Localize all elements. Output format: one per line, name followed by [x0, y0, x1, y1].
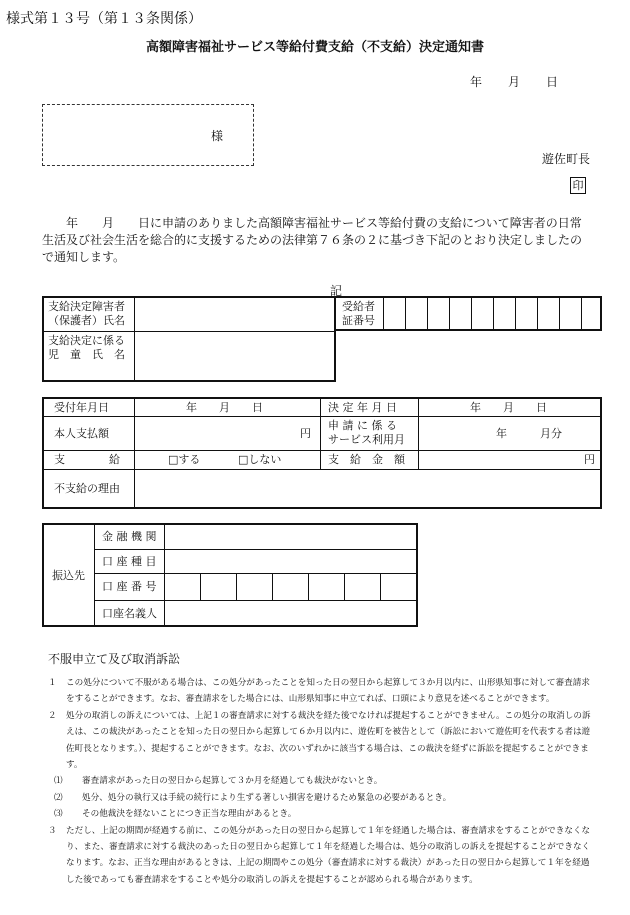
- divider: [42, 331, 336, 332]
- digit-divider: [380, 573, 381, 600]
- label-line: 証番号: [342, 314, 375, 327]
- decision-date-label: 決 定 年 月 日: [328, 401, 397, 414]
- seal-mark: 印: [570, 177, 586, 194]
- child-name-label: [48, 334, 125, 362]
- recipient-honorific: 様: [210, 129, 223, 143]
- date-month: 月: [507, 75, 520, 89]
- digit-divider: [272, 573, 273, 600]
- payment-yes-option[interactable]: □する: [168, 453, 201, 466]
- ki-marker: 記: [330, 284, 343, 298]
- label-line: 申 請 に 係 る: [328, 419, 397, 432]
- bank-transfer-table: [42, 523, 418, 627]
- digit-divider: [493, 296, 494, 331]
- digit-divider: [405, 296, 406, 331]
- divider: [94, 523, 95, 627]
- account-type-label: 口 座 種 目: [102, 555, 157, 568]
- self-payment-label: 本人支払額: [54, 427, 109, 440]
- note-text: この処分について不服がある場合は、この処分があったことを知った日の翌日から起算して３か月以内に、山形県知事に対して審査請求をすることができます。なお、審査請求をした場合には、山形県知事に申立てれば、口頭により意見を述べることができます。: [66, 678, 590, 705]
- account-number-label: 口 座 番 号: [102, 580, 157, 593]
- digit-divider: [344, 573, 345, 600]
- note-text: 処分の取消しの訴えについては、上記１の審査請求に対する裁決を経た後でなければ提起することができません。この処分の取消しの訴えは、この裁決があったことを知った日の翌日から起算して６か月以内に、遊佐町を被告として（訴訟において遊佐町を代表する者は遊佐町長となります。）、提起することができます。なお、次のいずれかに該当する場合は、この裁決を経ずに訴訟を提起することができます。: [66, 710, 591, 771]
- note-number: ⑴: [54, 776, 63, 787]
- label-line: （保護者）氏名: [48, 314, 125, 327]
- appeal-notes: [48, 675, 596, 888]
- note-item: [48, 675, 596, 708]
- issuer-name: 遊佐町長: [541, 152, 590, 166]
- divider: [164, 523, 165, 627]
- applicant-name-label: [48, 300, 125, 328]
- note-number: ３: [48, 825, 57, 836]
- digit-divider: [236, 573, 237, 600]
- divider: [418, 397, 419, 469]
- date-year: 年: [469, 75, 482, 89]
- note-text: 審査請求があった日の翌日から起算して３か月を経過しても裁決がないとき。: [82, 776, 383, 787]
- note-number: １: [48, 678, 57, 688]
- divider: [42, 450, 602, 451]
- digit-divider: [537, 296, 538, 331]
- divider: [42, 469, 602, 470]
- non-payment-reason-label: 不支給の理由: [54, 482, 120, 495]
- account-holder-label: 口座名義人: [102, 607, 157, 620]
- payment-label: 支 給: [54, 453, 120, 466]
- document-title: 高額障害福祉サービス等給付費支給（不支給）決定通知書: [145, 40, 484, 55]
- certificate-number-box: [336, 296, 602, 331]
- divider: [383, 296, 384, 331]
- divider: [94, 600, 418, 601]
- label-line: 児 童 氏 名: [48, 348, 125, 361]
- note-text: その他裁決を経ないことにつき正当な理由があるとき。: [82, 809, 297, 820]
- divider: [320, 397, 321, 469]
- divider: [42, 416, 602, 417]
- issue-date: [444, 73, 558, 90]
- label-line: 支給決定に係る: [48, 334, 125, 347]
- payment-no-option[interactable]: □しない: [238, 453, 282, 466]
- note-number: ２: [48, 710, 57, 721]
- divider: [94, 573, 418, 574]
- form-number: 様式第１３号（第１３条関係）: [6, 11, 202, 27]
- notice-body: 年 月 日に申請のありました高額障害福祉サービス等給付費の支給について障害者の日常生活及び社会生活を総合的に支援するための法律第７６条の２に基づき下記のとおり決定しましたので通知します。: [42, 216, 583, 264]
- note-item: [48, 708, 596, 774]
- divider: [134, 397, 135, 509]
- note-subitem: [48, 773, 596, 789]
- note-text: ただし、上記の期間が経過する前に、この処分があった日の翌日から起算して１年を経過した場合は、審査請求をすることができなくなり、また、審査請求に対する裁決のあった日の翌日から起算して１年を経過した場合は、処分の取消しの訴えを提起することができなくなります。なお、正当な理由があるときは、上記の期間やこの処分（審査請求に対する裁決）があった日の翌日から起算して１年を経過した後であっても審査請求をすることや処分の取消しの訴えを提起することが認められる場合があります。: [66, 825, 591, 885]
- label-line: サービス利用月: [328, 433, 405, 446]
- note-text: 処分、処分の執行又は手続の続行により生ずる著しい損害を避けるため緊急の必要があるとき。: [82, 792, 452, 803]
- self-payment-yen: 円: [300, 427, 311, 440]
- service-month-label: [328, 419, 405, 447]
- note-subitem: [48, 806, 596, 822]
- certificate-number-label: [342, 300, 375, 328]
- label-line: 受給者: [342, 300, 375, 313]
- digit-divider: [581, 296, 582, 331]
- digit-divider: [559, 296, 560, 331]
- digit-divider: [427, 296, 428, 331]
- decision-date-value: 年 月 日: [470, 401, 547, 414]
- recipient-address-box: [42, 104, 254, 166]
- digit-divider: [308, 573, 309, 600]
- service-month-value: 年 月分: [496, 427, 562, 440]
- note-number: ⑶: [54, 809, 63, 820]
- received-date-value: 年 月 日: [186, 401, 263, 414]
- note-item: [48, 823, 596, 889]
- received-date-label: 受付年月日: [54, 401, 109, 414]
- payment-amount-label: 支 給 金 額: [328, 453, 405, 466]
- appeal-heading: 不服申立て及び取消訴訟: [48, 652, 181, 666]
- bank-label: 金 融 機 関: [102, 530, 157, 543]
- payment-amount-yen: 円: [584, 453, 595, 466]
- divider: [134, 296, 135, 382]
- divider: [94, 549, 418, 550]
- digit-divider: [471, 296, 472, 331]
- digit-divider: [515, 296, 516, 331]
- date-day: 日: [545, 75, 558, 89]
- digit-divider: [449, 296, 450, 331]
- note-number: ⑵: [54, 792, 63, 803]
- note-subitem: [48, 790, 596, 806]
- transfer-label: 振込先: [52, 569, 85, 582]
- digit-divider: [200, 573, 201, 600]
- label-line: 支給決定障害者: [48, 300, 125, 313]
